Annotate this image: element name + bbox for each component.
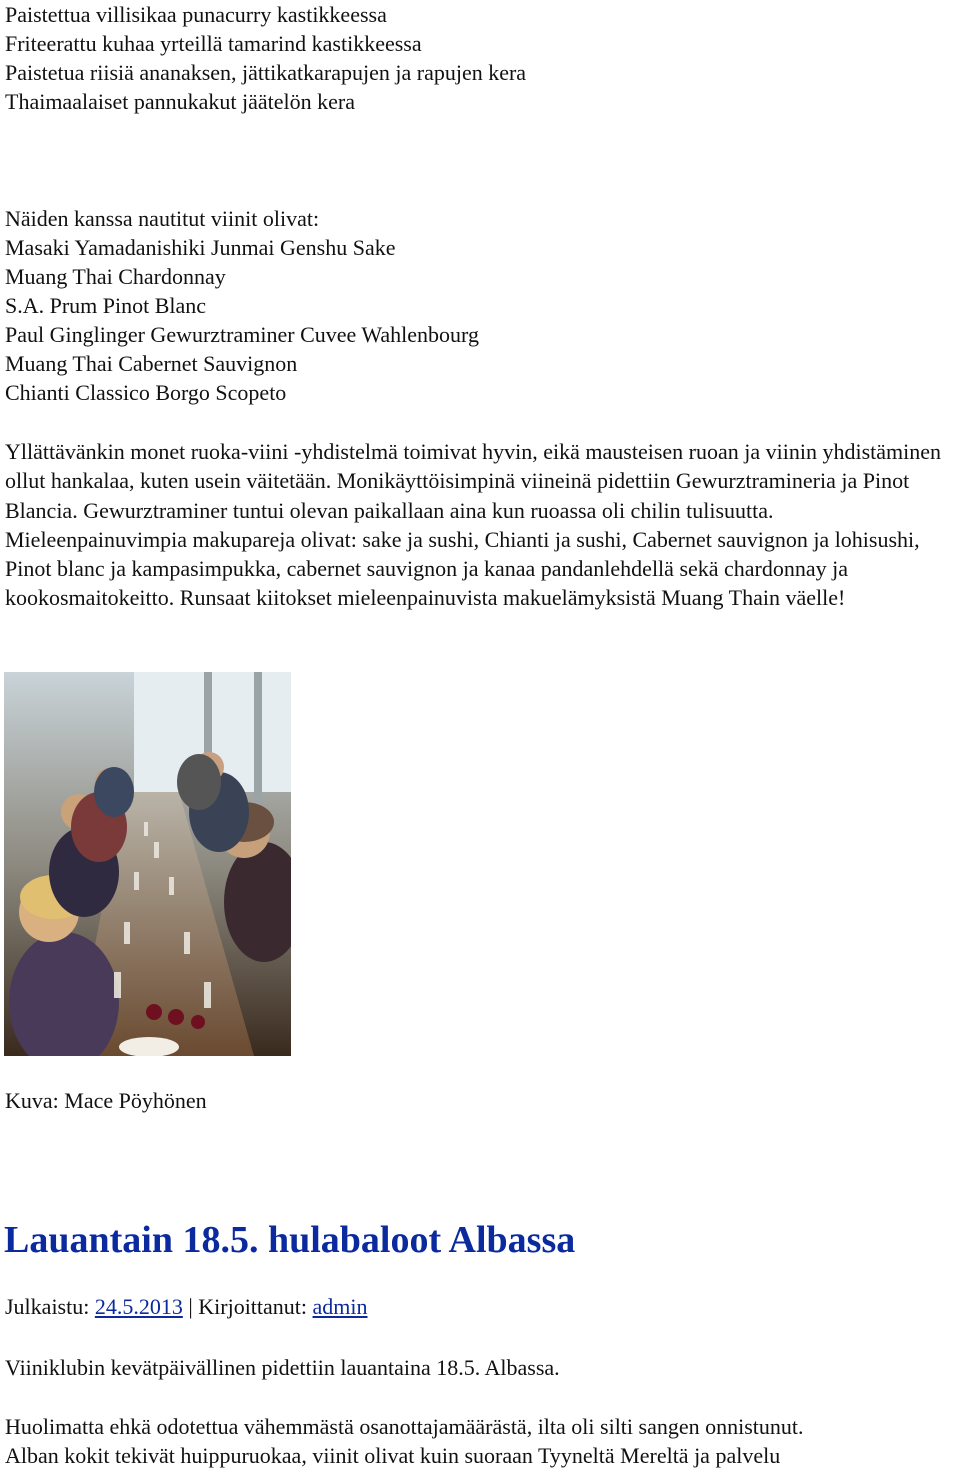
post-paragraph: Viiniklubin kevätpäivällinen pidettiin lauantaina 18.5. Albassa. (5, 1355, 560, 1380)
meta-separator: | (188, 1294, 193, 1319)
wine-item: Masaki Yamadanishiki Junmai Genshu Sake (5, 235, 396, 260)
menu-item: Paistetua riisiä ananaksen, jättikatkarapujen ja rapujen kera (5, 60, 527, 85)
menu-item: Friteerattu kuhaa yrteillä tamarind kastikkeessa (5, 31, 422, 56)
wine-item: Muang Thai Chardonnay (5, 264, 226, 289)
post-meta (5, 1292, 368, 1321)
post-date-link[interactable]: 24.5.2013 (94, 1294, 183, 1319)
post-title[interactable]: Lauantain 18.5. hulabaloot Albassa (4, 1219, 576, 1261)
wine-item: Muang Thai Cabernet Sauvignon (5, 351, 298, 376)
dinner-photo (4, 672, 291, 1056)
published-label: Julkaistu: (5, 1294, 90, 1319)
author-label: Kirjoittanut: (198, 1294, 308, 1319)
menu-item: Paistettua villisikaa punacurry kastikkeessa (5, 2, 387, 27)
wine-item: Chianti Classico Borgo Scopeto (5, 380, 287, 405)
wine-item: S.A. Prum Pinot Blanc (5, 293, 207, 318)
wines-intro: Näiden kanssa nautitut viinit olivat: (5, 206, 320, 231)
photo-caption: Kuva: Mace Pöyhönen (5, 1088, 207, 1113)
wine-item: Paul Ginglinger Gewurztraminer Cuvee Wahlenbourg (5, 322, 479, 347)
post-paragraph: Alban kokit tekivät huippuruokaa, viinit olivat kuin suoraan Tyyneltä Mereltä ja palvelu (5, 1443, 781, 1468)
post-author-link[interactable]: admin (312, 1294, 368, 1319)
summary-paragraph: Yllättävänkin monet ruoka-viini -yhdistelmä toimivat hyvin, eikä mausteisen ruoan ja viinin yhdistäminen ollut hankalaa, kuten usein väitetään. Monikäyttöisimpinä viineinä pidettiin Gewurztramineria ja Pinot Blancia. Gewurztraminer tuntui olevan paikallaan aina kun ruoassa oli chilin tulisuutta. Mieleenpainuvimpia makupareja olivat: sake ja sushi, Chianti ja sushi, Cabernet sauvignon ja lohisushi, Pinot blanc ja kampasimpukka, cabernet sauvignon ja kanaa pandanlehdellä sekä chardonnay ja kookosmaitokeitto. Runsaat kiitokset mieleenpainuvista makuelämyksistä Muang Thain väelle! (5, 439, 942, 611)
post-paragraph: Huolimatta ehkä odotettua vähemmästä osanottajamäärästä, ilta oli silti sangen onnistunut. (5, 1414, 804, 1439)
menu-item: Thaimaalaiset pannukakut jäätelön kera (5, 89, 356, 114)
